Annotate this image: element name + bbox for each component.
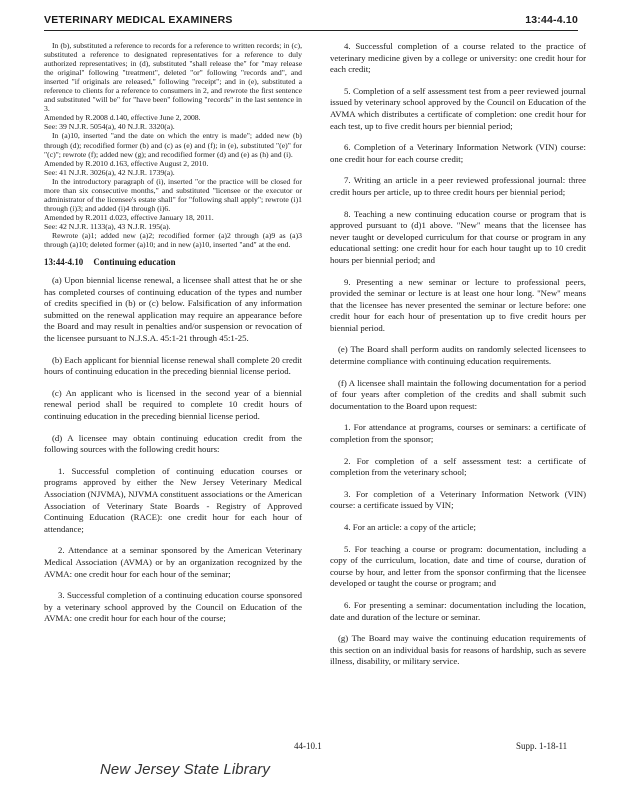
list-item-d9: 9. Presenting a new seminar or lecture to professional peers, provided the seminar or lecture is at least one hour long. "New" means that the licensee has never presented the seminar or lecture before: one credit hour for each hour of presentation up to five credit hours per biennial period. xyxy=(330,276,586,333)
header-title: VETERINARY MEDICAL EXAMINERS xyxy=(44,14,233,26)
history-notes xyxy=(44,41,302,249)
section-title: Continuing education xyxy=(93,257,176,268)
history-note: Amended by R.2010 d.163, effective August 2, 2010. xyxy=(44,158,209,168)
list-item-f4: 4. For an article: a copy of the article; xyxy=(344,522,476,532)
history-note: See: 42 N.J.R. 1133(a), 43 N.J.R. 195(a). xyxy=(44,221,171,231)
history-note: In the introductory paragraph of (i), inserted "or the practice will be closed for more than six consecutive months," and substituted "licensee or the executor or administrator of the licensee's estate shall" for "following shall apply"; rewrote (i)1 through (i)3; and added (i)4 through (i)6. xyxy=(44,176,302,213)
history-note: See: 41 N.J.R. 3026(a), 42 N.J.R. 1739(a). xyxy=(44,167,175,177)
left-column xyxy=(44,41,302,741)
list-item-d3: 3. Successful completion of a continuing education course sponsored by a veterinary school approved by the Council on Education of the AVMA: one credit hour for each hour of the course; xyxy=(44,590,302,624)
history-note: In (a)10, inserted "and the date on which the entry is made"; added new (b) through (d); recodified former (b) and (c) as (e) and (f); in (e), substituted "(e)" for "(c)"; rewrote (f); added new (g); and recodified former (d) and (e) as (h) and (i). xyxy=(44,131,302,159)
list-item-f1: 1. For attendance at programs, courses or seminars: a certificate of completion from the sponsor; xyxy=(330,422,586,445)
running-header xyxy=(44,11,578,31)
list-item-f6: 6. For presenting a seminar: documentation including the location, date and duration of the lecture or seminar. xyxy=(330,599,586,622)
history-note: Rewrote (a)1; added new (a)2; recodified former (a)2 through (a)9 as (a)3 through (a)10; deleted former (a)10; and in new (a)10, inserted "and" at the end. xyxy=(44,230,302,250)
library-stamp: New Jersey State Library xyxy=(100,761,270,778)
list-item-f5: 5. For teaching a course or program: documentation, including a copy of the curriculum, location, date and time of course, duration of course by hour, and letter from the sponsor confirming that the licensee developed or taught the course or program; and xyxy=(330,543,586,589)
list-item-d2: 2. Attendance at a seminar sponsored by the American Veterinary Medical Association (AVMA) or by an organization recognized by the AVMA: one credit hour for each hour of the seminar; xyxy=(44,545,302,579)
section-heading xyxy=(44,257,302,267)
history-note: Amended by R.2008 d.140, effective June 2, 2008. xyxy=(44,113,201,123)
header-section: 13:44-4.10 xyxy=(525,14,578,26)
list-item-d6: 6. Completion of a Veterinary Information Network (VIN) course: one credit hour for each course credit; xyxy=(330,142,586,164)
paragraph-e: (e) The Board shall perform audits on randomly selected licensees to determine compliance with continuing education requirements. xyxy=(330,344,586,367)
history-note: In (b), substituted a reference to records for a reference to written records; in (c), substituted a reference to designated representatives for a reference to duly authorized representatives; in (d), substituted "shall release the" for "may release the original" following "treatment", deleted "or" following "records and", and inserted "if originals are released," following "receipt"; and in (e), substituted a reference to clients for a reference to consumers in 2, and rewrote the first sentence and substituted "will be" for "have been" following "records" in the last sentence in 3. xyxy=(44,41,302,114)
history-note: Amended by R.2011 d.023, effective January 18, 2011. xyxy=(44,212,214,222)
paragraph-d: (d) A licensee may obtain continuing education credit from the following sources with the following credit hours: xyxy=(44,432,302,455)
history-note: See: 39 N.J.R. 5054(a), 40 N.J.R. 3320(a). xyxy=(44,122,175,132)
list-item-d7: 7. Writing an article in a peer reviewed professional journal: three credit hours per article, up to three credit hours per biennial period; xyxy=(330,175,586,197)
list-item-d4: 4. Successful completion of a course related to the practice of veterinary medicine given by a college or university: one credit hour for each credit; xyxy=(330,41,586,75)
section-number: 13:44-4.10 xyxy=(44,257,84,268)
list-item-d1: 1. Successful completion of continuing education courses or programs approved by either the New Jersey Veterinary Medical Association (NJVMA), NJVMA constituent associations or the American Association of Veterinary State Boards - Registry of Approved Continuing Education (RACE): one credit hour for each hour of attendance; xyxy=(44,465,302,534)
list-item-d5: 5. Completion of a self assessment test from a peer reviewed journal issued by veterinary school approved by the Council on Education of the AVMA which distributes a certificate of completion: one credit hour for each test, up to five credit hours per biennial period; xyxy=(330,85,586,131)
supplement-date: Supp. 1-18-11 xyxy=(516,741,568,751)
paragraph-a: (a) Upon biennial license renewal, a licensee shall attest that he or she has completed courses of continuing education of the types and number of credits specified in (b) or (c) below. Falsification of any information submitted on the renewal application may require an appearance before the Board and may result in penalties and/or suspension or revocation of the licensee pursuant to N.J.S.A. 45:1-21 through 45:1-25. xyxy=(44,275,302,344)
list-item-d8: 8. Teaching a new continuing education course or program that is approved pursuant to (d)1 above. "New" means that the licensee has never taught or developed curriculum for that course or program in any educational setting: one credit hour for each hour taught up to 10 credit hours per biennial period; and xyxy=(330,208,586,265)
paragraph-f: (f) A licensee shall maintain the following documentation for a period of four years after completion of the credits and shall submit such documentation to the Board upon request: xyxy=(330,377,586,411)
paragraph-c: (c) An applicant who is licensed in the second year of a biennial renewal period shall be required to complete 10 credit hours of continuing education in the preceding biennial license period. xyxy=(44,387,302,422)
page-number: 44-10.1 xyxy=(294,741,322,751)
paragraph-g: (g) The Board may waive the continuing education requirements of this section on an individual basis for reasons of hardship, such as severe illness, disability, or military service. xyxy=(330,633,586,667)
list-item-f3: 3. For completion of a Veterinary Information Network (VIN) course: a certificate issued by VIN; xyxy=(330,488,586,511)
right-column xyxy=(330,41,586,741)
paragraph-b: (b) Each applicant for biennial license renewal shall complete 20 credit hours of continuing education in the preceding biennial license period. xyxy=(44,354,302,377)
list-item-f2: 2. For completion of a self assessment test: a certificate of completion from the veterinary school; xyxy=(330,455,586,478)
